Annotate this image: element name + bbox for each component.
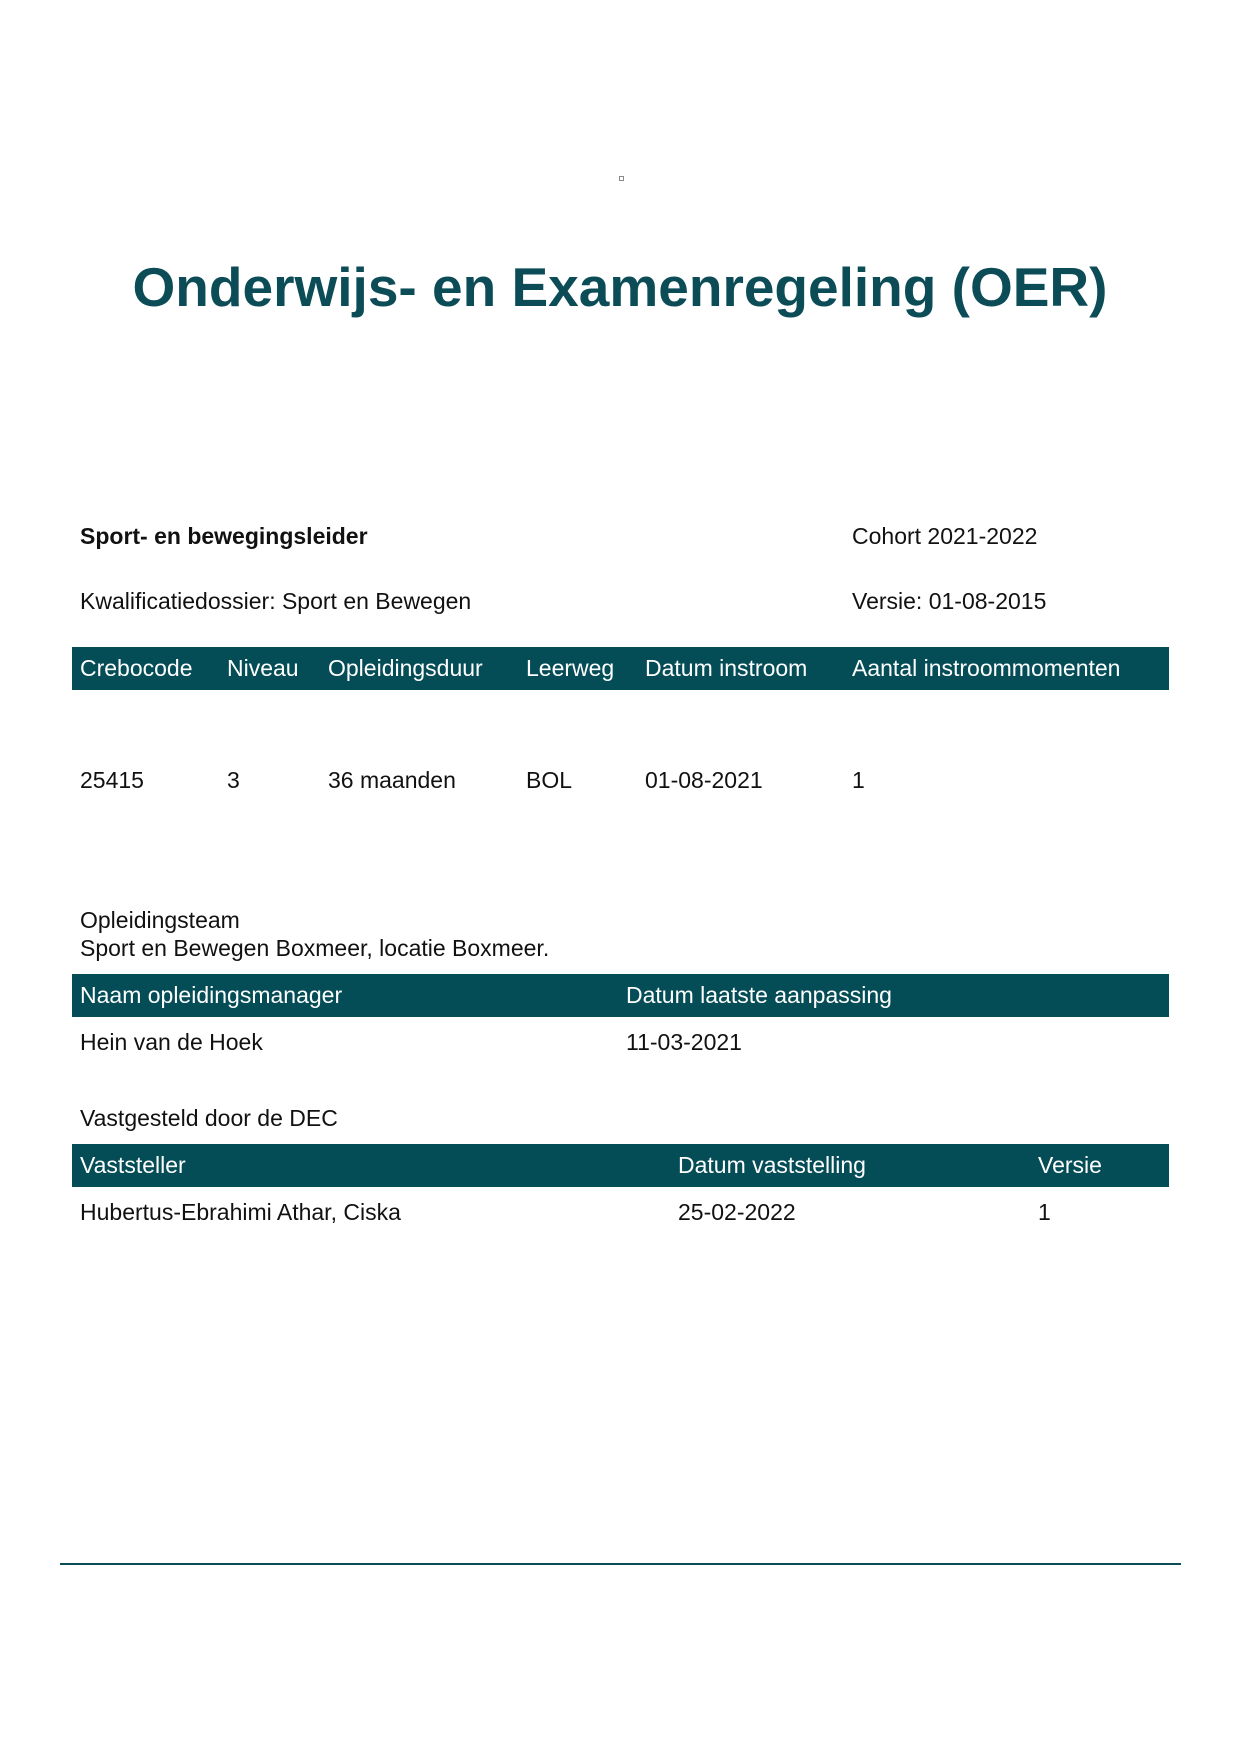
header-niveau: Niveau [227,655,299,681]
team-label: Opleidingsteam [80,907,240,933]
manager-table-header [72,974,1169,1017]
cell-leerweg: BOL [526,767,573,793]
qualification-dossier: Kwalificatiedossier: Sport en Bewegen [80,588,472,614]
team-location: Sport en Bewegen Boxmeer, locatie Boxmeer. [80,935,550,961]
cell-aantal-instroommomenten: 1 [852,767,865,793]
cell-manager-name: Hein van de Hoek [80,1029,263,1055]
dec-label: Vastgesteld door de DEC [80,1105,338,1131]
header-datum-vaststelling: Datum vaststelling [678,1152,866,1178]
cell-crebocode: 25415 [80,767,144,793]
dec-table-header [72,1144,1169,1187]
cell-opleidingsduur: 36 maanden [328,767,456,793]
cohort-label: Cohort 2021-2022 [852,523,1038,549]
header-naam-opleidingsmanager: Naam opleidingsmanager [80,982,343,1008]
version-label: Versie: 01-08-2015 [852,588,1047,614]
placeholder-marker-icon [619,176,624,181]
program-name: Sport- en bewegingsleider [80,523,368,549]
cell-niveau: 3 [227,767,240,793]
cell-datum-instroom: 01-08-2021 [645,767,763,793]
cell-vaststeller: Hubertus-Ebrahimi Athar, Ciska [80,1199,401,1225]
page-title: Onderwijs- en Examenregeling (OER) [132,256,1108,318]
header-vaststeller: Vaststeller [80,1152,186,1178]
header-leerweg: Leerweg [526,655,615,681]
header-datum-laatste-aanpassing: Datum laatste aanpassing [626,982,892,1008]
header-datum-instroom: Datum instroom [645,655,808,681]
header-crebocode: Crebocode [80,655,193,681]
footer-divider [60,1563,1181,1565]
header-opleidingsduur: Opleidingsduur [328,655,483,681]
cell-last-modified: 11-03-2021 [626,1029,742,1055]
cell-versie: 1 [1038,1199,1051,1225]
cell-datum-vaststelling: 25-02-2022 [678,1199,796,1225]
info-table-header [72,647,1169,690]
header-aantal-instroommomenten: Aantal instroommomenten [852,655,1121,681]
header-versie: Versie [1038,1152,1102,1178]
